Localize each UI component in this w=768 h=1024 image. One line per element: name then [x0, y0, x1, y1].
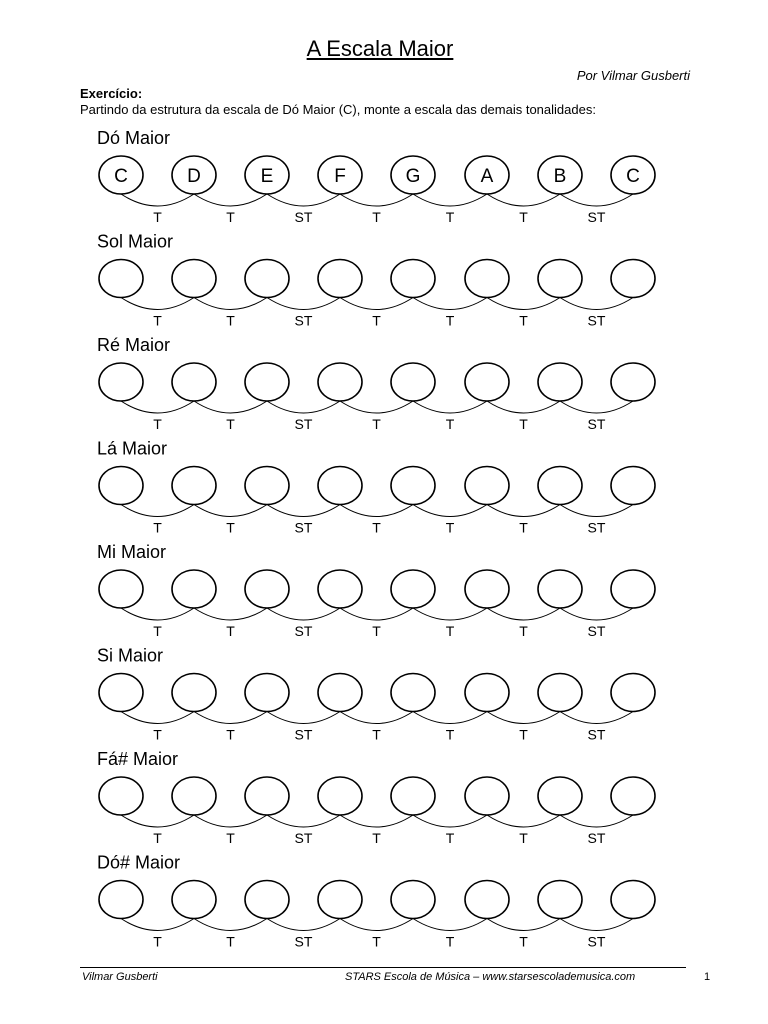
interval-arc [194, 608, 267, 620]
scale-title: Fá# Maior [97, 749, 179, 769]
footer-school: STARS Escola de Música – www.starsescolademusica.com [345, 971, 636, 983]
interval-arc [267, 298, 340, 310]
step-label: T [153, 416, 162, 432]
interval-arc [121, 401, 194, 413]
step-label: T [445, 933, 455, 950]
note-circle [245, 260, 289, 298]
step-label: ST [294, 416, 313, 432]
note-circle [465, 363, 509, 401]
note-circle [538, 881, 582, 919]
note-circle [611, 881, 655, 919]
step-label: T [445, 726, 455, 743]
step-label: T [226, 830, 235, 846]
note-circle [99, 777, 143, 815]
interval-arc [487, 505, 560, 517]
step-label: ST [587, 623, 606, 639]
interval-arc [340, 919, 413, 931]
step-label: ST [294, 209, 313, 225]
interval-arc [560, 401, 633, 413]
note-circle [538, 363, 582, 401]
note-circle [172, 777, 216, 815]
step-label: T [445, 209, 455, 225]
scale-row [97, 853, 655, 950]
step-label: T [445, 830, 455, 846]
step-label: T [153, 726, 162, 743]
note-circle [245, 570, 289, 608]
note-circle [611, 674, 655, 712]
note-circle [172, 674, 216, 712]
step-label: T [519, 312, 528, 329]
note-circle [611, 467, 655, 505]
note-circle [318, 881, 362, 919]
interval-arc [560, 919, 633, 931]
exercise-instructions: Partindo da estrutura da escala de Dó Maior (C), monte a escala das demais tonalidades: [80, 102, 596, 117]
page-number: 1 [704, 971, 711, 983]
note-label: C [114, 166, 128, 187]
note-circle [391, 777, 435, 815]
interval-arc [560, 712, 633, 724]
interval-arc [413, 401, 487, 413]
note-circle [172, 467, 216, 505]
note-circle [538, 674, 582, 712]
note-circle [318, 570, 362, 608]
interval-arc [267, 608, 340, 620]
step-label: T [445, 416, 455, 432]
note-circle [465, 881, 509, 919]
note-circle [318, 674, 362, 712]
note-circle [318, 260, 362, 298]
interval-arc [121, 712, 194, 724]
step-label: T [372, 519, 381, 536]
note-circle [172, 570, 216, 608]
step-label: ST [587, 830, 606, 846]
scale-title: Lá Maior [97, 438, 168, 459]
note-circle [611, 260, 655, 298]
title-text: A Escala Maior [306, 36, 454, 61]
interval-arc [340, 712, 413, 724]
interval-arc [194, 919, 267, 931]
interval-arc [340, 194, 413, 206]
scale-title: Dó Maior [97, 128, 171, 148]
interval-arc [267, 815, 340, 827]
note-circle [465, 467, 509, 505]
step-label: ST [294, 933, 313, 950]
step-label: T [153, 623, 162, 639]
note-circle [245, 674, 289, 712]
step-label: ST [587, 312, 606, 329]
step-label: ST [294, 623, 313, 639]
step-label: T [372, 209, 381, 225]
scale-row [97, 542, 655, 639]
step-label: T [445, 623, 455, 639]
step-label: T [226, 519, 235, 536]
footer-author: Vilmar Gusberti [82, 971, 158, 983]
note-circle [99, 881, 143, 919]
note-circle [245, 363, 289, 401]
step-label: T [153, 519, 162, 536]
note-circle [465, 674, 509, 712]
note-circle [611, 570, 655, 608]
note-circle [391, 674, 435, 712]
step-label: T [445, 519, 455, 536]
interval-arc [121, 815, 194, 827]
interval-arc [413, 712, 487, 724]
step-label: T [226, 933, 235, 950]
step-label: T [519, 519, 528, 536]
step-label: T [153, 312, 162, 329]
step-label: T [372, 623, 381, 639]
note-circle [172, 881, 216, 919]
interval-arc [560, 815, 633, 827]
scale-row [97, 128, 655, 225]
note-circle [318, 467, 362, 505]
step-label: T [153, 830, 162, 846]
step-label: T [226, 209, 235, 225]
step-label: T [519, 830, 528, 846]
interval-arc [487, 608, 560, 620]
step-label: ST [587, 209, 606, 225]
interval-arc [267, 401, 340, 413]
note-label: D [187, 166, 201, 187]
scale-row [97, 232, 655, 329]
interval-arc [413, 298, 487, 310]
interval-arc [487, 298, 560, 310]
note-circle [318, 777, 362, 815]
note-circle [465, 260, 509, 298]
interval-arc [413, 194, 487, 206]
interval-arc [340, 815, 413, 827]
step-label: ST [294, 726, 313, 743]
note-circle [245, 467, 289, 505]
interval-arc [194, 401, 267, 413]
note-circle [245, 777, 289, 815]
interval-arc [487, 712, 560, 724]
step-label: T [519, 416, 528, 432]
scale-title: Si Maior [97, 645, 164, 666]
interval-arc [121, 919, 194, 931]
interval-arc [194, 194, 267, 206]
step-label: T [445, 312, 455, 329]
interval-arc [487, 919, 560, 931]
step-label: T [372, 312, 381, 329]
interval-arc [267, 919, 340, 931]
step-label: T [372, 830, 381, 846]
note-circle [318, 363, 362, 401]
note-circle [99, 467, 143, 505]
interval-arc [487, 194, 560, 206]
step-label: T [226, 312, 235, 329]
scale-row [97, 749, 655, 846]
note-circle [538, 570, 582, 608]
scale-title: Dó# Maior [97, 852, 181, 873]
exercise-label: Exercício: [80, 86, 143, 101]
step-label: T [372, 416, 381, 432]
note-circle [538, 777, 582, 815]
step-label: T [153, 933, 162, 950]
step-label: T [153, 209, 162, 225]
note-circle [611, 777, 655, 815]
author-line: Por Vilmar Gusberti [576, 68, 690, 83]
interval-arc [560, 608, 633, 620]
note-circle [99, 363, 143, 401]
note-circle [245, 881, 289, 919]
step-label: T [372, 726, 381, 743]
note-circle [465, 570, 509, 608]
interval-arc [121, 194, 194, 206]
interval-arc [413, 505, 487, 517]
interval-arc [267, 712, 340, 724]
interval-arc [560, 505, 633, 517]
interval-arc [413, 919, 487, 931]
note-circle [172, 363, 216, 401]
step-label: T [519, 623, 528, 639]
interval-arc [194, 505, 267, 517]
interval-arc [121, 505, 194, 517]
step-label: ST [587, 726, 606, 743]
step-label: T [226, 416, 235, 432]
scale-title: Mi Maior [97, 542, 167, 562]
scale-title: Ré Maior [97, 335, 171, 355]
interval-arc [487, 815, 560, 827]
interval-arc [413, 608, 487, 620]
note-label: F [334, 166, 346, 187]
note-label: E [260, 166, 274, 187]
note-circle [99, 260, 143, 298]
scale-row [97, 646, 655, 743]
note-label: G [405, 166, 421, 187]
step-label: ST [294, 519, 313, 536]
step-label: ST [294, 830, 313, 846]
note-circle [391, 467, 435, 505]
interval-arc [340, 505, 413, 517]
step-label: ST [587, 933, 606, 950]
interval-arc [121, 608, 194, 620]
step-label: T [519, 933, 528, 950]
note-label: A [480, 166, 494, 187]
interval-arc [487, 401, 560, 413]
interval-arc [267, 505, 340, 517]
note-circle [99, 674, 143, 712]
step-label: ST [587, 416, 606, 432]
step-label: T [226, 623, 235, 639]
note-circle [391, 260, 435, 298]
interval-arc [340, 298, 413, 310]
step-label: ST [587, 519, 606, 536]
interval-arc [194, 815, 267, 827]
footer-divider [80, 967, 686, 968]
note-circle [391, 881, 435, 919]
step-label: T [519, 726, 528, 743]
note-circle [99, 570, 143, 608]
interval-arc [194, 712, 267, 724]
note-circle [538, 260, 582, 298]
step-label: ST [294, 312, 313, 329]
interval-arc [340, 401, 413, 413]
step-label: T [226, 726, 235, 743]
interval-arc [560, 194, 633, 206]
note-circle [465, 777, 509, 815]
interval-arc [413, 815, 487, 827]
step-label: T [372, 933, 381, 950]
interval-arc [121, 298, 194, 310]
note-circle [611, 363, 655, 401]
note-circle [172, 260, 216, 298]
note-circle [391, 570, 435, 608]
interval-arc [560, 298, 633, 310]
note-label: C [626, 166, 640, 187]
note-circle [391, 363, 435, 401]
scale-row [97, 335, 655, 432]
interval-arc [267, 194, 340, 206]
step-label: T [519, 209, 528, 225]
note-circle [538, 467, 582, 505]
scale-row [97, 439, 655, 536]
scale-title: Sol Maior [97, 231, 174, 252]
interval-arc [194, 298, 267, 310]
interval-arc [340, 608, 413, 620]
note-label: B [553, 166, 567, 187]
